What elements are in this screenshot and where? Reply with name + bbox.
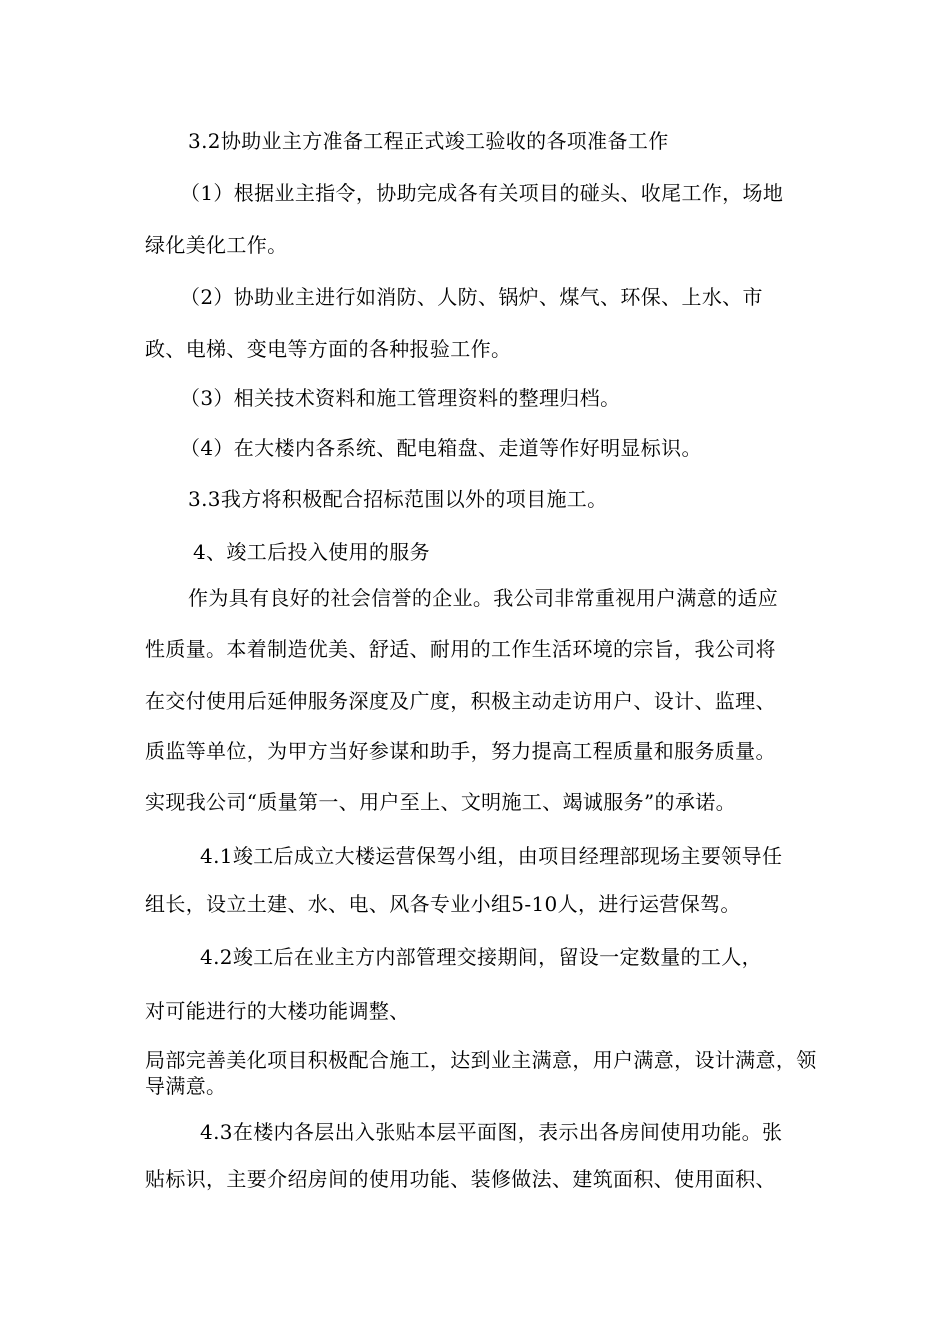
text-line: （1）根据业主指令，协助完成各有关项目的碰头、收尾工作，场地 (180, 181, 784, 205)
text-paragraph: 局部完善美化项目积极配合施工，达到业主满意，用户满意，设计满意，领导满意。 (145, 1048, 817, 1098)
text-line: 3.2协助业主方准备工程正式竣工验收的各项准备工作 (188, 129, 669, 153)
text-line: （2）协助业主进行如消防、人防、锅炉、煤气、环保、上水、市 (180, 285, 763, 309)
text-line: 性质量。本着制造优美、舒适、耐用的工作生活环境的宗旨，我公司将 (145, 637, 776, 661)
text-line: 绿化美化工作。 (145, 233, 288, 257)
text-line: 质监等单位，为甲方当好参谋和助手，努力提高工程质量和服务质量。 (145, 739, 776, 763)
text-line: 4.1竣工后成立大楼运营保驾小组，由项目经理部现场主要领导任 (200, 844, 783, 868)
text-line: 组长，设立土建、水、电、风各专业小组5-10人，进行运营保驾。 (145, 892, 741, 916)
text-line: 在交付使用后延伸服务深度及广度，积极主动走访用户、设计、监理、 (145, 689, 776, 713)
text-line: 贴标识，主要介绍房间的使用功能、装修做法、建筑面积、使用面积、 (145, 1167, 776, 1191)
text-line: （3）相关技术资料和施工管理资料的整理归档。 (180, 386, 621, 410)
section-heading: 4、竣工后投入使用的服务 (193, 540, 430, 564)
text-line: 对可能进行的大楼功能调整、 (145, 999, 410, 1023)
text-line: 实现我公司“质量第一、用户至上、文明施工、竭诚服务”的承诺。 (145, 790, 736, 814)
text-line: 作为具有良好的社会信誉的企业。我公司非常重视用户满意的适应 (188, 586, 779, 610)
text-line: （4）在大楼内各系统、配电箱盘、走道等作好明显标识。 (180, 436, 702, 460)
text-line: 4.2竣工后在业主方内部管理交接期间，留设一定数量的工人， (200, 945, 762, 969)
text-line: 3.3我方将积极配合招标范围以外的项目施工。 (188, 487, 608, 511)
text-line: 政、电梯、变电等方面的各种报验工作。 (145, 337, 512, 361)
text-line: 4.3在楼内各层出入张贴本层平面图，表示出各房间使用功能。张 (200, 1120, 783, 1144)
